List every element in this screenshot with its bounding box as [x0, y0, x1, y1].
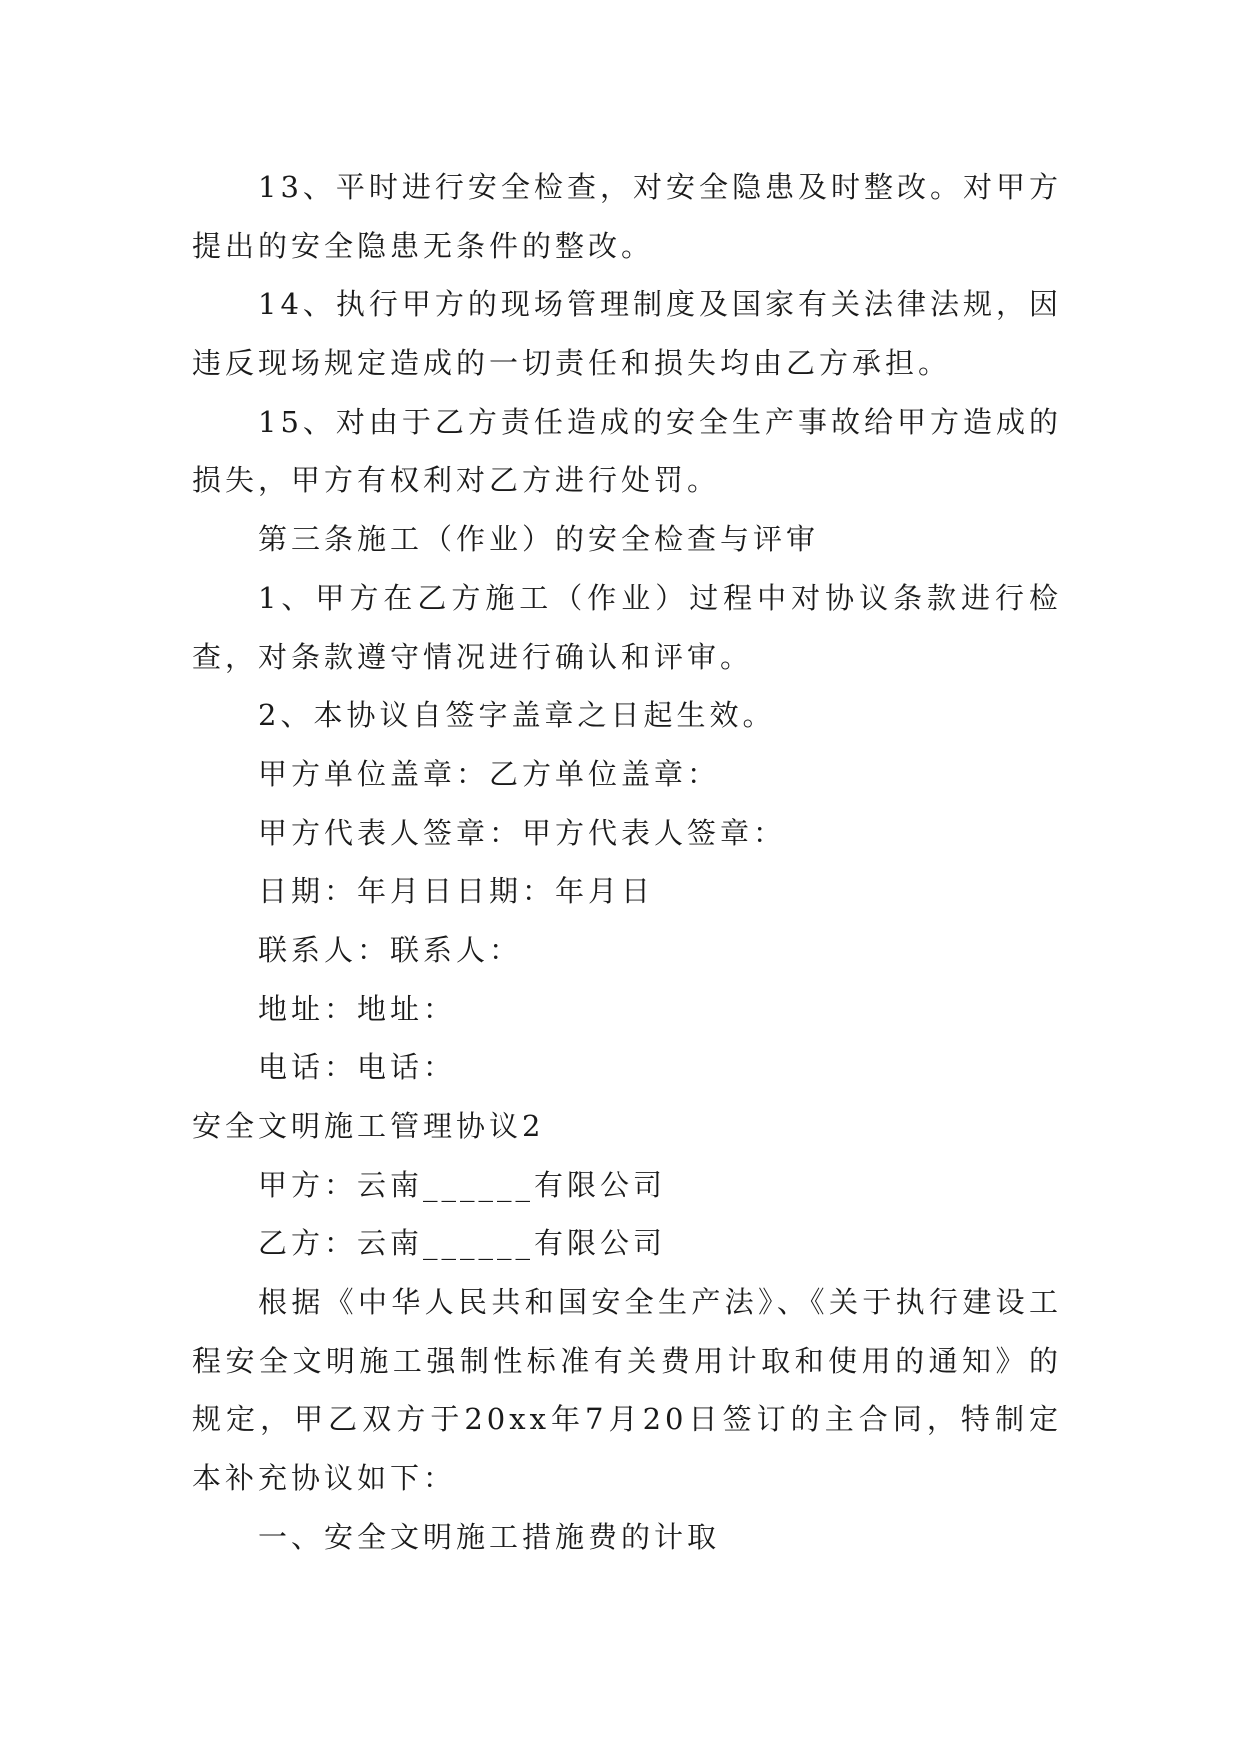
phone-line: 电话：电话：	[258, 1050, 457, 1085]
section-1-heading: 一、安全文明施工措施费的计取	[258, 1519, 721, 1554]
contact-line: 联系人：联系人：	[258, 932, 523, 967]
representative-line: 甲方代表人签章：甲方代表人签章：	[258, 815, 787, 850]
clause-13-line-2: 提出的安全隐患无条件的整改。	[192, 228, 655, 263]
agreement-2-title: 安全文明施工管理协议2	[192, 1109, 545, 1143]
preamble-line-3: 规定，甲乙双方于20xx年7月20日签订的主合同，特制定	[192, 1402, 1062, 1437]
preamble-line-2: 程安全文明施工强制性标准有关费用计取和使用的通知》的	[192, 1343, 1062, 1378]
clause-15-line-2: 损失，甲方有权利对乙方进行处罚。	[192, 463, 721, 498]
article-3-item-1-line-2: 查，对条款遵守情况进行确认和评审。	[192, 639, 754, 674]
article-3-heading: 第三条施工（作业）的安全检查与评审	[258, 522, 820, 557]
address-line: 地址：地址：	[258, 991, 457, 1026]
preamble-line-1: 根据《中华人民共和国安全生产法》、《关于执行建设工	[258, 1285, 1062, 1320]
article-3-item-2: 2、本协议自签字盖章之日起生效。	[258, 698, 776, 733]
clause-15-line-1: 15、对由于乙方责任造成的安全生产事故给甲方造成的	[258, 404, 1062, 439]
article-3-item-1-line-1: 1、甲方在乙方施工（作业）过程中对协议条款进行检	[258, 580, 1062, 615]
clause-14-line-2: 违反现场规定造成的一切责任和损失均由乙方承担。	[192, 346, 952, 381]
party-a-line: 甲方：云南______有限公司	[258, 1167, 667, 1202]
preamble-line-4: 本补充协议如下：	[192, 1461, 457, 1496]
date-line: 日期：年月日日期：年月日	[258, 874, 655, 909]
party-b-line: 乙方：云南______有限公司	[258, 1226, 667, 1261]
clause-13-line-1: 13、平时进行安全检查，对安全隐患及时整改。对甲方	[258, 170, 1062, 204]
seal-line: 甲方单位盖章：乙方单位盖章：	[258, 756, 721, 791]
document-body	[192, 158, 1062, 1567]
clause-14-line-1: 14、执行甲方的现场管理制度及国家有关法律法规，因	[258, 287, 1062, 322]
